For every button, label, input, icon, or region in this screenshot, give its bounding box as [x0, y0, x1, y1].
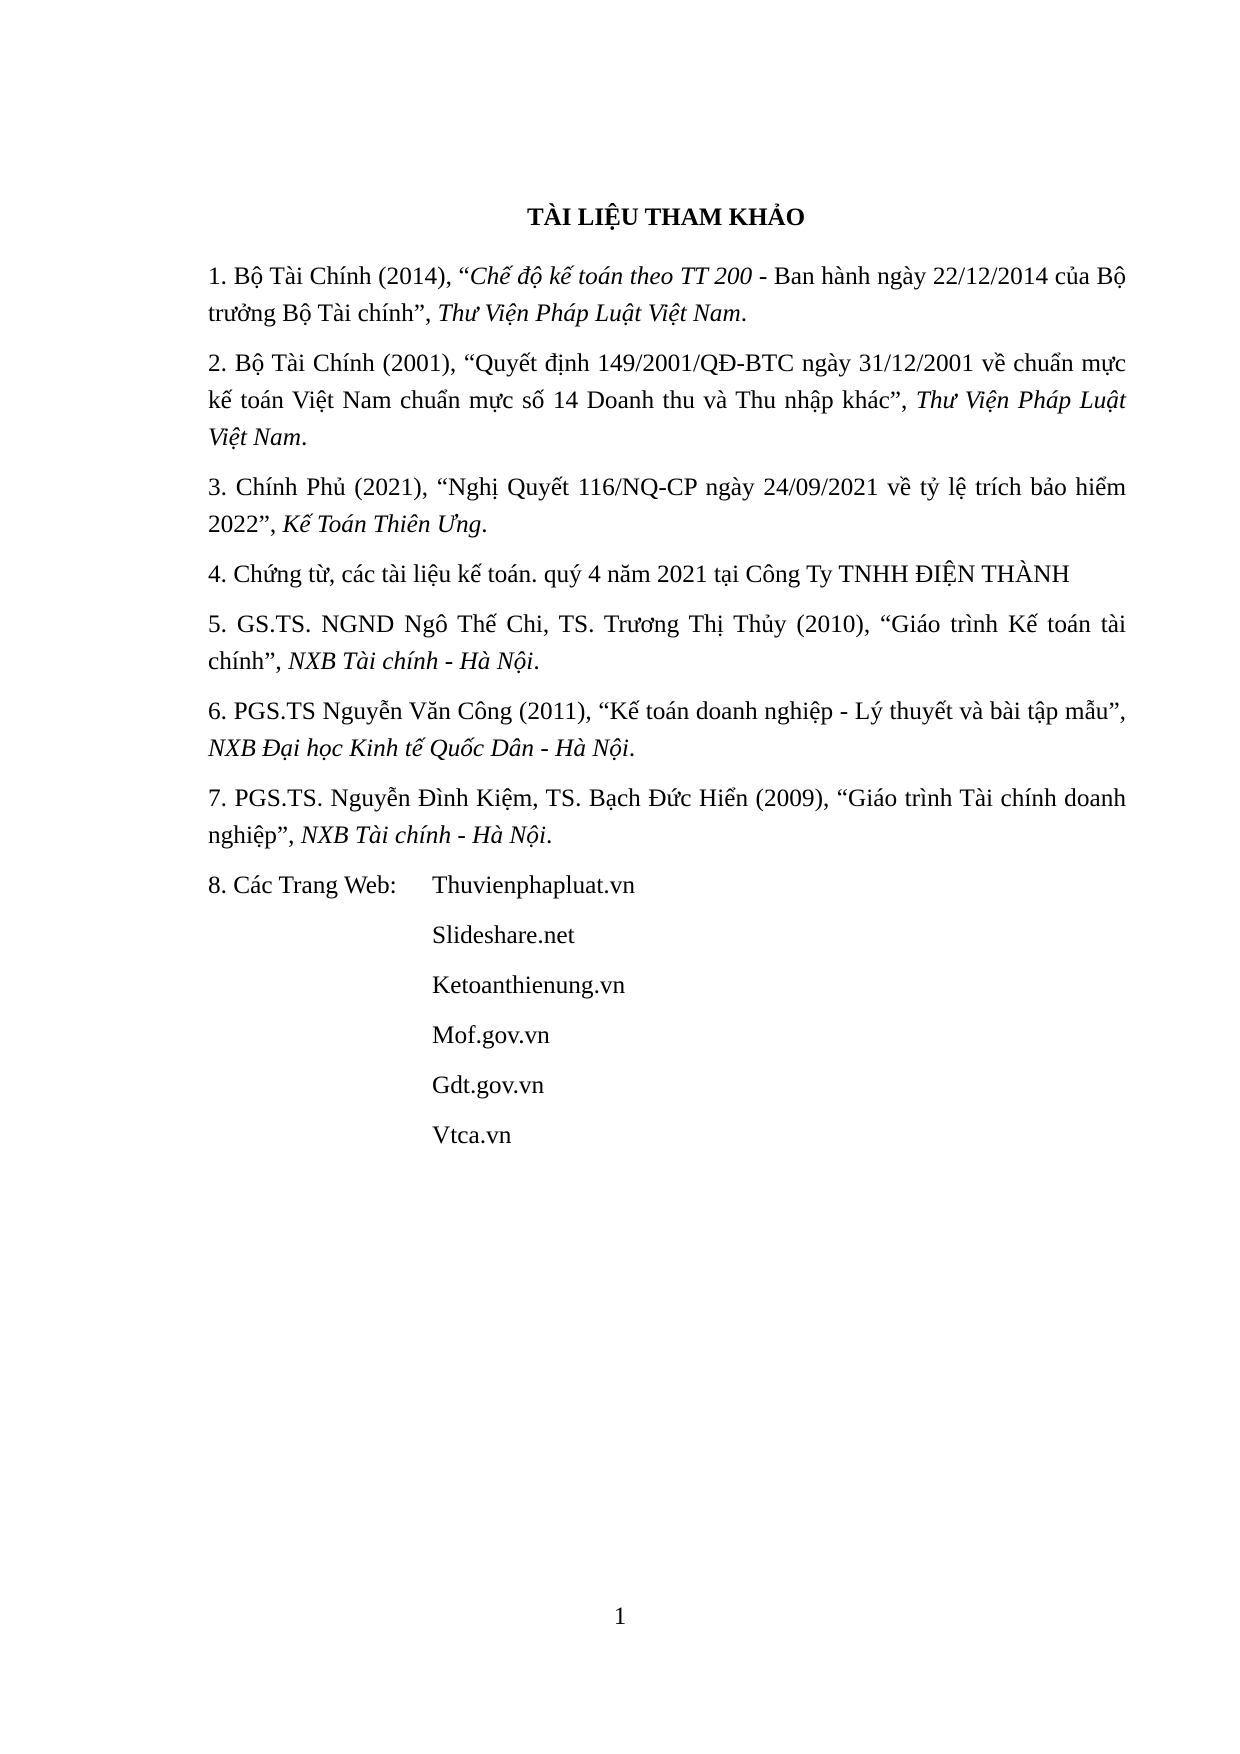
reference-text: .	[628, 734, 636, 762]
website-item: Thuvienphapluat.vn	[432, 871, 636, 899]
reference-text: Bộ Tài Chính (2014), “	[233, 262, 470, 290]
reference-item-8-websites	[208, 867, 1126, 1149]
reference-source: Kế Toán Thiên Ưng	[282, 510, 482, 538]
reference-item-3	[208, 469, 1126, 543]
page-title: TÀI LIỆU THAM KHẢO	[526, 204, 806, 231]
websites-label: 8. Các Trang Web:	[208, 871, 397, 899]
reference-text: PGS.TS Nguyễn Văn Công (2011), “Kế toán doanh nghiệp - Lý thuyết và bài tập mẫu”,	[233, 697, 1126, 725]
reference-text: - Ban hành ngày 22/12/2014 của Bộ trưởng Bộ Tài chính”,	[208, 262, 1126, 327]
reference-number: 6.	[208, 697, 227, 725]
reference-number: 4.	[208, 560, 227, 588]
reference-source: NXB Tài chính - Hà Nội	[288, 647, 534, 675]
website-item: Mof.gov.vn	[432, 1021, 550, 1049]
reference-number: 2.	[208, 349, 227, 377]
reference-source: Thư Viện Pháp Luật Việt Nam	[437, 299, 741, 327]
website-list	[432, 867, 636, 1149]
reference-text: Chứng từ, các tài liệu kế toán. quý 4 năm 2021 tại Công Ty TNHH ĐIỆN THÀNH	[233, 560, 1070, 588]
reference-text: GS.TS. NGND Ngô Thế Chi, TS. Trương Thị Thủy (2010), “Giáo trình Kế toán tài chính”,	[208, 610, 1126, 675]
reference-list	[208, 258, 1127, 1149]
website-item: Slideshare.net	[432, 921, 575, 949]
page-number: 1	[613, 1603, 627, 1630]
reference-item-7	[208, 780, 1126, 854]
reference-number: 1.	[208, 262, 227, 290]
reference-item-2	[208, 345, 1126, 456]
reference-text: Chính Phủ (2021), “Nghị Quyết 116/NQ-CP ngày 24/09/2021 về tỷ lệ trích bảo hiểm 2022”,	[208, 473, 1127, 538]
reference-text: .	[740, 299, 748, 327]
reference-italic-title: Chế độ kế toán theo TT 200	[469, 262, 753, 290]
reference-text: .	[300, 423, 308, 451]
reference-item-1	[208, 258, 1126, 332]
reference-text: .	[545, 821, 553, 849]
reference-number: 7.	[208, 784, 227, 812]
reference-text: .	[481, 510, 488, 538]
reference-item-4	[208, 556, 1126, 593]
website-item: Ketoanthienung.vn	[432, 971, 626, 999]
reference-text: PGS.TS. Nguyễn Đình Kiệm, TS. Bạch Đức Hiển (2009), “Giáo trình Tài chính doanh nghiệp”,	[208, 784, 1127, 849]
reference-source: NXB Đại học Kinh tế Quốc Dân - Hà Nội	[208, 734, 629, 762]
website-item: Gdt.gov.vn	[432, 1071, 545, 1099]
reference-text: .	[533, 647, 540, 675]
reference-source: NXB Tài chính - Hà Nội	[300, 821, 546, 849]
reference-number: 5.	[208, 610, 227, 638]
reference-item-6	[208, 693, 1126, 767]
reference-source: Thư Viện Pháp Luật Việt Nam	[208, 386, 1126, 451]
reference-item-5	[208, 606, 1126, 680]
reference-text: Bộ Tài Chính (2001), “Quyết định 149/2001/QĐ-BTC ngày 31/12/2001 về chuẩn mực kế toán Việt Nam chuẩn mực số 14 Doanh thu và Thu nhập khác”,	[208, 349, 1126, 414]
reference-number: 3.	[208, 473, 227, 501]
website-item: Vtca.vn	[432, 1121, 512, 1149]
